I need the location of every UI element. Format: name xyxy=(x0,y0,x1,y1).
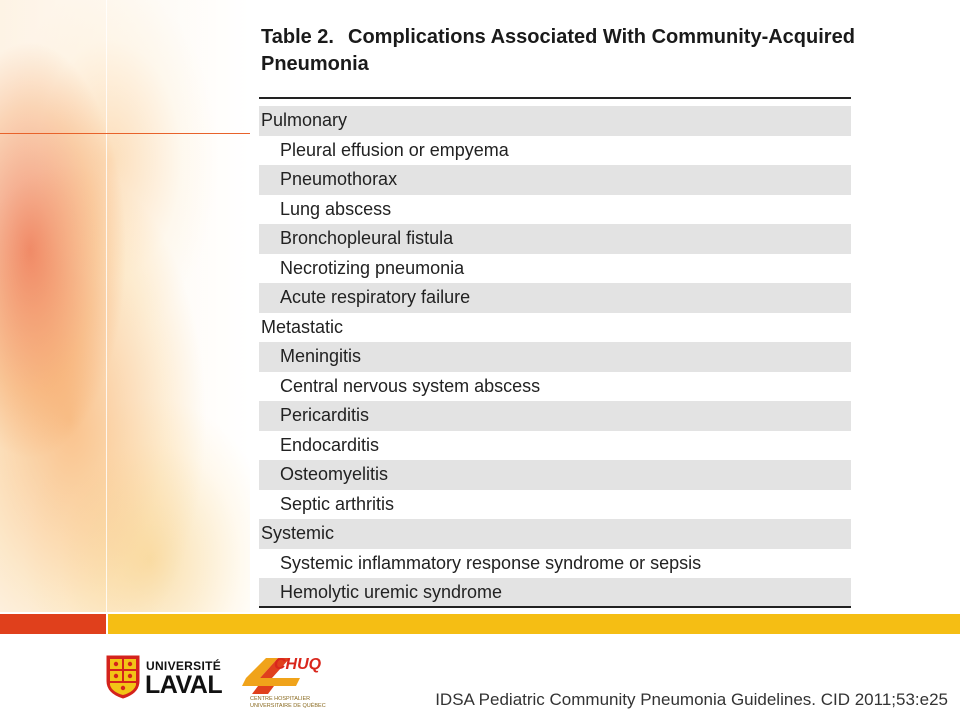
table-caption: Complications Associated With Community-Acquired Pneumonia xyxy=(261,26,855,75)
table-row: Acute respiratory failure xyxy=(259,283,851,313)
laval-logo-line2: LAVAL xyxy=(145,671,223,699)
laval-logo-line1: UNIVERSITÉ xyxy=(146,659,222,673)
table-panel xyxy=(252,0,860,614)
decorative-horizontal-line xyxy=(0,133,250,134)
chuq-logo-subtitle-2: UNIVERSITAIRE DE QUÉBEC xyxy=(250,703,326,709)
decorative-flame-background xyxy=(0,0,250,612)
chuq-logo-subtitle-1: CENTRE HOSPITALIER xyxy=(250,696,311,702)
table-row: Pericarditis xyxy=(259,401,851,431)
table-row: Bronchopleural fistula xyxy=(259,224,851,254)
footer-band-yellow xyxy=(108,614,960,634)
table-title xyxy=(261,24,857,78)
table-row: Meningitis xyxy=(259,342,851,372)
table-top-rule xyxy=(259,97,851,99)
table-row: Necrotizing pneumonia xyxy=(280,257,465,278)
chuq-logo xyxy=(238,648,328,710)
table-row: Septic arthritis xyxy=(280,493,395,514)
table-row: Systemic inflammatory response syndrome or sepsis xyxy=(280,552,702,573)
universite-laval-logo xyxy=(106,655,223,703)
laval-shield-icon xyxy=(106,655,140,699)
table-bottom-rule xyxy=(259,606,851,608)
chuq-logo-text: CHUQ xyxy=(274,656,322,673)
footer-band-red xyxy=(0,614,106,634)
table-row: Osteomyelitis xyxy=(259,460,851,490)
table-row: Pleural effusion or empyema xyxy=(280,139,509,160)
citation: IDSA Pediatric Community Pneumonia Guidelines. CID 2011;53:e25 xyxy=(435,690,948,709)
table-body xyxy=(259,106,851,608)
table-section-header: Pulmonary xyxy=(259,106,851,136)
table-number: Table 2. xyxy=(261,26,334,48)
decorative-vertical-line xyxy=(106,0,107,612)
table-row: Hemolytic uremic syndrome xyxy=(259,578,851,608)
table-row: Lung abscess xyxy=(280,198,392,219)
table-section-header: Metastatic xyxy=(261,316,344,337)
table-row: Central nervous system abscess xyxy=(280,375,541,396)
table-row: Endocarditis xyxy=(280,434,380,455)
table-section-header: Systemic xyxy=(259,519,851,549)
table-row: Pneumothorax xyxy=(259,165,851,195)
